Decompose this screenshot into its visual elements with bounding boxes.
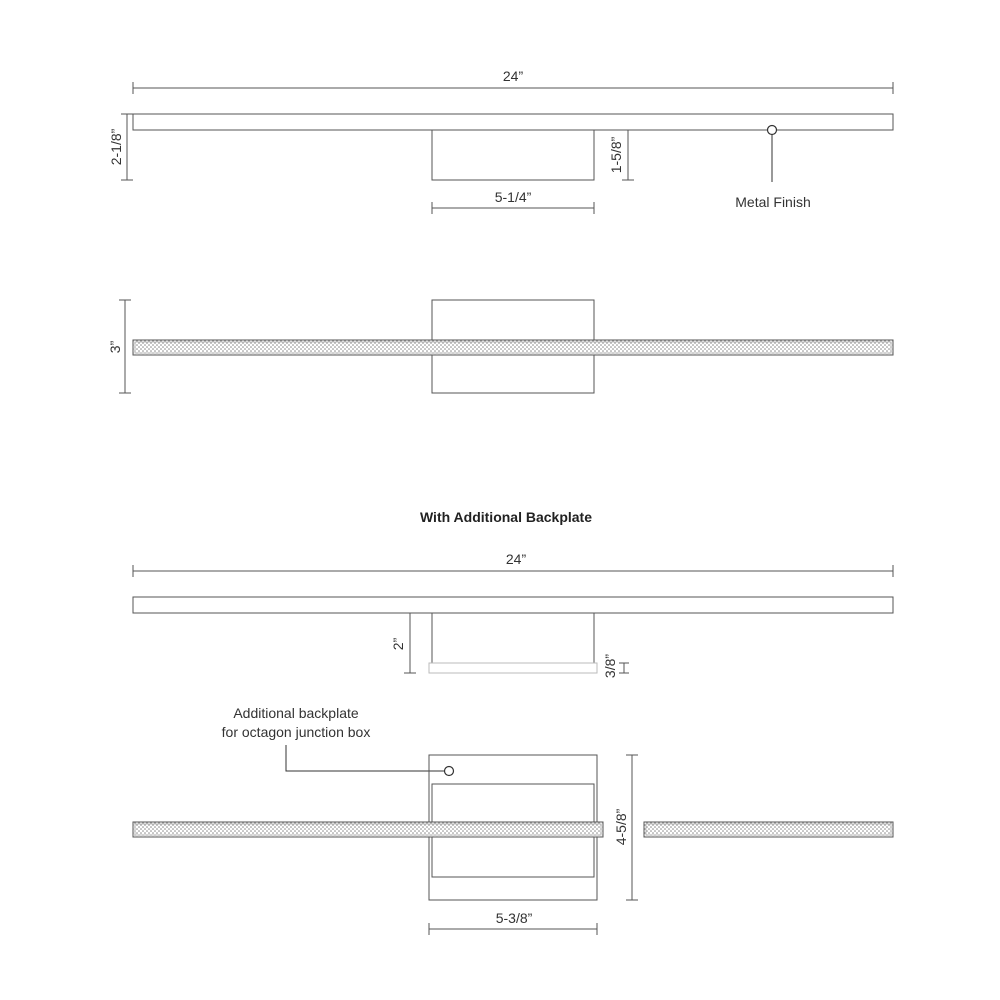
mounting-box-profile [432,613,594,663]
fixture-bar-profile [133,114,893,130]
overall-width-label: 24” [502,68,524,84]
overall-width-label: 24” [505,551,527,567]
front-height-label: 3” [107,340,123,354]
mount-width-label: 5-1/4” [494,189,532,205]
bottom-side-profile-view [133,551,893,678]
mount-depth-label: 2” [390,637,406,651]
backplate-callout-marker [445,767,454,776]
metal-finish-note: Metal Finish [735,194,811,210]
bottom-front-view [133,705,893,935]
backplate-leader-line [286,745,444,771]
mount-depth-label: 1-5/8” [608,136,624,174]
backplate-note-line1: Additional backplate [233,705,359,721]
section-title: With Additional Backplate [419,509,593,525]
height-label: 2-1/8” [108,128,124,166]
metal-finish-callout-marker [768,126,777,135]
backplate-profile [429,663,597,673]
mounting-box-profile [432,130,594,180]
backplate-note-line2: for octagon junction box [221,724,371,740]
top-front-view [107,300,893,393]
top-side-profile-view [108,68,893,214]
backplate-height-label: 4-5/8” [613,808,629,846]
fixture-bar-profile [133,597,893,613]
backplate-width-label: 5-3/8” [495,910,533,926]
backplate-depth-label: 3/8” [602,653,618,679]
